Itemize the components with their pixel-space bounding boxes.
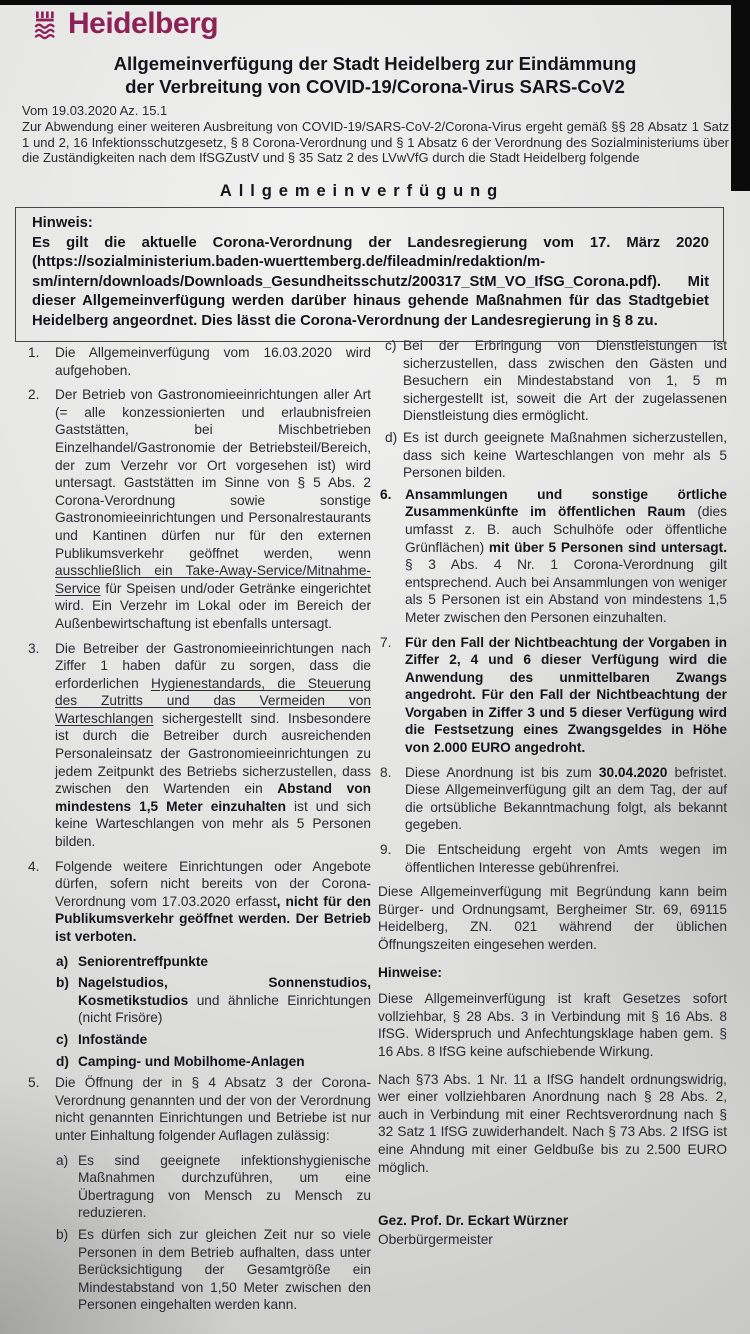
text-segment: Diese Anordnung ist bis zum <box>405 764 599 780</box>
list-item-text <box>55 344 371 379</box>
decree-list-right-column <box>378 337 727 1248</box>
list-item <box>22 1074 371 1144</box>
list-marker: c) <box>385 338 397 353</box>
scan-edge-top <box>0 0 750 5</box>
text-segment: und ähnliche Einrichtungen (nicht Frisöre) <box>78 992 371 1026</box>
list-item <box>22 858 371 946</box>
text-segment: Diese Allgemeinverfügung mit Begründung kann beim Bürger- und Ordnungsamt, Bergheimer Str. 69, 69115 Heidelberg, ZN. 021 während der üblichen Öffnungszeiten eingesehen werden. <box>378 884 727 952</box>
list-item-text <box>403 429 727 482</box>
text-segment: (dies umfasst z. B. auch Schulhöfe oder öffentliche Grünflächen) <box>405 504 727 555</box>
list-subitem <box>385 429 727 482</box>
text-segment: mit über 5 Personen sind untersagt. <box>488 539 727 555</box>
text-segment: Es sind geeignete infektionshygienische Maßnahmen durchzuführen, um eine Übertragung von Mensch zu Mensch zu reduzieren. <box>78 1152 371 1221</box>
list-marker: 4. <box>28 858 40 874</box>
text-segment: Gez. Prof. Dr. Eckart Würzner <box>378 1213 569 1229</box>
list-subitem <box>385 337 727 425</box>
list-item <box>378 841 727 876</box>
list-item-text <box>78 1031 371 1049</box>
list-item <box>22 344 371 379</box>
text-segment: Ansammlungen und sonstige örtliche Zusammenkünfte im öffentlichen Raum <box>405 486 727 520</box>
list-marker: 9. <box>380 842 392 858</box>
list-marker: 3. <box>28 640 40 656</box>
text-segment: Hinweise: <box>378 964 442 980</box>
notice-label: Hinweis: <box>32 215 93 231</box>
list-item-text <box>55 640 371 851</box>
text-segment: Für den Fall der Nichtbeachtung der Vorgaben in Ziffer 2, 4 und 6 dieser Verfügung wird die Anwendung des unmittelbaren Zwangs angedroht. Für den Fall der Nichtbeachtung der Vorgaben in Ziffer 3 und 5 dieser Verfügung wird die Festsetzung eines Zwangsgeldes in Höhe von 2.000 EURO angedroht. <box>405 634 727 756</box>
text-segment: sichergestellt sind. Insbesondere ist durch die Betreiber durch ausreichenden Personaleinsatz der Gastronomieeinrichtungen zu jedem Zeitpunkt des Betriebs sicherzustellen, dass zwischen den Wartenden ein <box>55 710 371 797</box>
text-segment: Bei der Erbringung von Dienstleistungen ist sicherzustellen, dass zwischen den Gästen und Besuchern ein Mindestabstand von 1, 5 m sichergestellt ist, soweit die Art der zugelassenen Dienstleistung dies ermöglicht. <box>403 338 727 424</box>
list-marker: b) <box>56 1226 69 1242</box>
list-item <box>378 634 727 757</box>
document-title <box>30 52 720 98</box>
list-marker: 7. <box>380 634 392 650</box>
text-segment: Diese Allgemeinverfügung ist kraft Gesetzes sofort vollziehbar, § 28 Abs. 3 in Verbindung mit § 16 Abs. 8 IfSG. Widerspruch und Anfechtungsklage haben gem. § 16 Abs. 8 IfSG keine aufschiebende Wirkung. <box>378 991 727 1059</box>
text-segment: Die Entscheidung ergeht von Amts wegen im öffentlichen Interesse gebührenfrei. <box>405 842 727 875</box>
text-segment: Der Betrieb von Gastronomieeinrichtungen aller Art (= alle konzessionierten und erlaubnisfreien Gaststätten, bei Mischbetrieben Einzelhandel/Gastronomie der Betriebsteil/Bereich, der zum Verzehr vor Ort vorgesehen ist) wird untersagt. Gaststätten im Sinne von § 5 Abs. 2 Corona-Verordnung sowie sonstige Gastronomieeinrichtungen und Personalrestaurants und Kantinen dürfen nur für den externen Publikumsverkehr geöffnet werden, wenn <box>55 387 371 561</box>
list-subitem <box>56 1031 371 1049</box>
text-segment: Die Allgemeinverfügung vom 16.03.2020 wird aufgehoben. <box>55 345 371 378</box>
notice-box <box>15 207 724 342</box>
paragraph <box>378 883 727 953</box>
text-segment: Abstand von mindestens 1,5 Meter einzuhalten <box>55 781 371 814</box>
list-subitem <box>56 953 371 971</box>
list-marker: a) <box>56 953 69 969</box>
scan-edge-right <box>731 0 750 191</box>
list-item-text <box>55 1074 371 1144</box>
text-segment: Hygienestandards, die Steuerung des Zutritts und das Vermeiden von Warteschlangen <box>55 675 371 726</box>
list-item-text <box>78 974 371 1027</box>
signature-name <box>378 1212 727 1230</box>
text-segment: Seniorentreffpunkte <box>78 953 209 969</box>
list-marker: 1. <box>28 345 40 360</box>
list-item <box>378 764 727 834</box>
list-item-text <box>405 634 727 757</box>
text-segment: 30.04.2020 <box>598 764 668 780</box>
intro-paragraph: Zur Abwendung einer weiteren Ausbreitung von COVID-19/SARS-CoV-2/Corona-Virus ergeht gemäß §§ 28 Absatz 1 Satz 1 und 2, 16 Infektionsschutzgesetz, § 8 Corona-Verordnung und § 1 Absatz 6 der Verordnung des Sozialministeriums über die Zuständigkeiten nach dem IfSGZustV und § 35 Satz 2 des LVwVfG durch die Stadt Heidelberg folgende <box>22 119 729 166</box>
decree-list-left-column <box>22 344 371 1318</box>
list-item-text <box>405 841 727 876</box>
paragraph <box>378 990 727 1060</box>
list-item-text <box>55 386 371 632</box>
list-item-text <box>403 337 727 425</box>
heidelberg-bridge-waves-icon <box>33 10 59 40</box>
list-item-text <box>78 953 371 971</box>
text-segment: Folgende weitere Einrichtungen oder Angebote dürfen, sofern nicht bereits von der Corona-Verordnung vom 17.03.2020 erfasst <box>55 858 371 909</box>
list-item-text <box>405 486 727 627</box>
hinweise-heading <box>378 964 727 982</box>
list-item <box>22 640 371 851</box>
text-segment: für Speisen und/oder Getränke eingerichtet wird. Ein Verzehr im Lokal oder im Bereich der Außenbewirtschaftung ist ebenfalls untersagt. <box>55 580 371 631</box>
text-segment: Nagelstudios, Sonnenstudios, Kosmetikstudios <box>78 975 371 1008</box>
notice-body: Es gilt die aktuelle Corona-Verordnung der Landesregierung vom 17. März 2020 (https://sozialministerium.baden-wuerttemberg.de/fileadmin/redaktion/m-sm/intern/downloads/Downloads_Gesundheitsschutz/200317_StM_VO_IfSG_Corona.pdf). Mit dieser Allgemeinverfügung werden darüber hinaus gehende Maßnahmen für das Stadtgebiet Heidelberg angeordnet. Dies lässt die Corona-Verordnung der Landesregierung in § 8 zu. <box>32 234 709 329</box>
list-item <box>378 486 727 627</box>
list-subitem <box>56 1053 371 1071</box>
list-marker: 5. <box>28 1075 40 1091</box>
list-item-text <box>405 764 727 834</box>
list-marker: d) <box>385 429 398 445</box>
text-segment: ist und sich keine Warteschlangen von mehr als 5 Personen bilden. <box>55 798 371 850</box>
text-segment: Es ist durch geeignete Maßnahmen sicherzustellen, dass sich keine Warteschlangen von mehr als 5 Personen bilden. <box>403 429 727 481</box>
list-marker: c) <box>56 1031 69 1047</box>
date-reference: Vom 19.03.2020 Az. 15.1 <box>22 103 168 118</box>
list-item-text <box>55 858 371 946</box>
list-subitem <box>56 1226 371 1314</box>
city-logo <box>33 7 218 41</box>
document-title-line2: der Verbreitung von COVID-19/Corona-Virus SARS-CoV2 <box>125 76 625 97</box>
text-segment: ausschließlich ein Take-Away-Service/Mitnahme-Service <box>55 563 371 596</box>
signature-role <box>378 1231 727 1249</box>
text-segment: Die Öffnung der in § 4 Absatz 3 der Corona-Verordnung genannten und der von der Verordnung nicht genannten Einrichtungen und Betriebe ist nur unter Einhaltung folgender Auflagen zulässig: <box>55 1075 371 1143</box>
list-marker: 8. <box>380 764 392 780</box>
list-subitem <box>56 1152 371 1222</box>
text-segment: Es dürfen sich zur gleichen Zeit nur so viele Personen in dem Betrieb aufhalten, dass unter Berücksichtigung der Gesamtgröße ein Mindestabstand von 1,50 Meter zwischen den Personen eingehalten werden kann. <box>78 1226 371 1313</box>
text-segment: Nach §73 Abs. 1 Nr. 11 a IfSG handelt ordnungswidrig, wer einer vollziehbaren Anordnung nach § 28 Abs. 2, auch in Verbindung mit einer Rechtsverordnung nach § 32 Satz 1 IfSG zuwiderhandelt. Nach § 73 Abs. 2 IfSG ist eine Ahndung mit einer Geldbuße bis zu 2.500 EURO möglich. <box>378 1071 727 1175</box>
decree-heading: Allgemeinverfügung <box>219 182 505 200</box>
list-item-text <box>78 1152 371 1222</box>
text-segment: Oberbürgermeister <box>378 1231 493 1247</box>
text-segment: § 3 Abs. 4 Nr. 1 Corona-Verordnung gilt entsprechend. Auch bei Ansammlungen von weniger als 5 Personen ist ein Abstand von mindestens 1,5 Meter zwischen den Personen einzuhalten. <box>405 557 727 625</box>
text-segment: Camping- und Mobilhome-Anlagen <box>78 1053 305 1069</box>
paragraph <box>378 1071 727 1177</box>
list-marker: 2. <box>28 387 40 403</box>
text-segment: befristet. Diese Allgemeinverfügung gilt an dem Tag, der auf die ortsübliche Bekanntmachung folgt, als bekannt gegeben. <box>405 764 727 833</box>
list-subitem <box>56 974 371 1027</box>
list-item-text <box>78 1226 371 1314</box>
document-title-line1: Allgemeinverfügung der Stadt Heidelberg zur Eindämmung <box>113 53 637 74</box>
text-segment: , nicht für den Publikumsverkehr geöffnet werden. Der Betrieb ist verboten. <box>55 893 371 944</box>
list-marker: 6. <box>380 486 392 502</box>
list-marker: b) <box>56 975 69 991</box>
list-marker: d) <box>56 1053 69 1069</box>
logo-text: Heidelberg <box>68 7 219 40</box>
text-segment: Die Betreiber der Gastronomieeinrichtungen nach Ziffer 1 haben dafür zu sorgen, dass die erforderlichen <box>55 640 371 691</box>
list-marker: a) <box>56 1152 69 1168</box>
text-segment: Infostände <box>78 1031 148 1047</box>
list-item <box>22 386 371 632</box>
list-item-text <box>78 1053 371 1071</box>
